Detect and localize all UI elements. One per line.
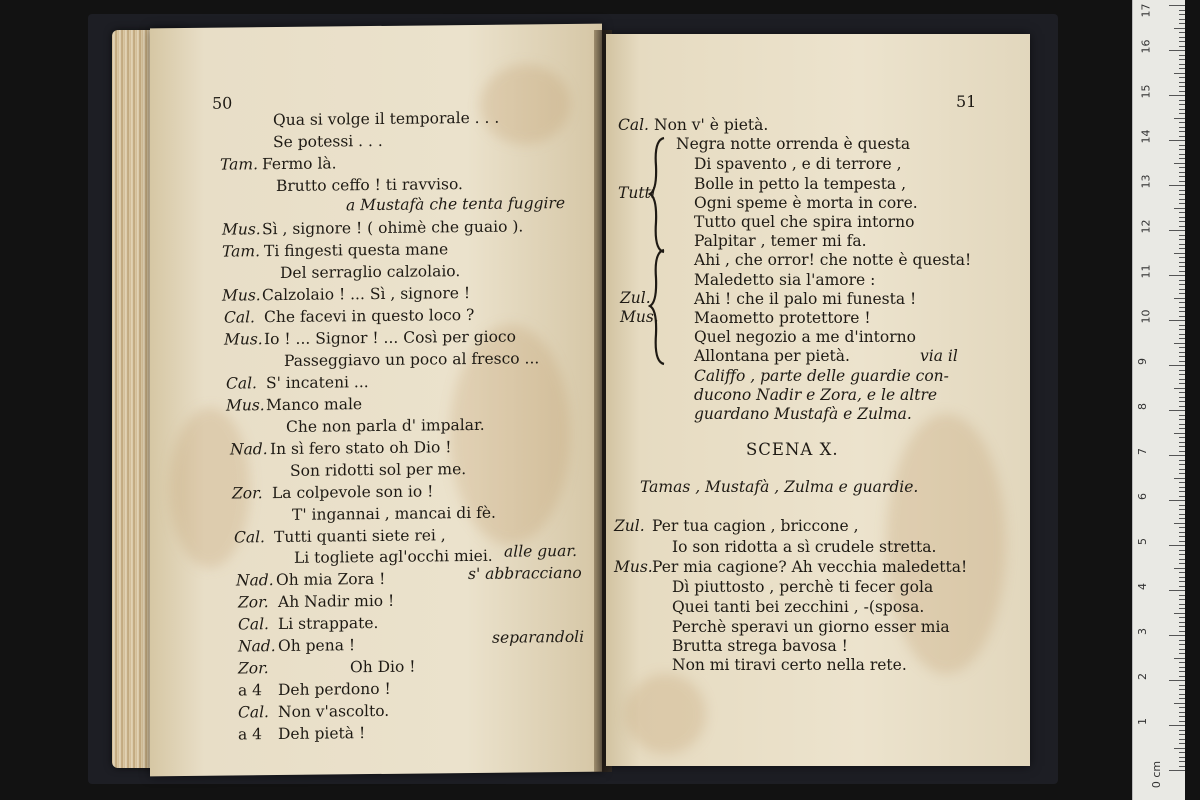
verse-line: La colpevole son io ! — [272, 482, 434, 503]
ruler-tick — [1179, 721, 1185, 722]
ruler-mark: 11 — [1139, 264, 1153, 279]
ruler-tick — [1169, 50, 1185, 51]
ruler-tick — [1169, 545, 1185, 546]
speaker-label: Nad. — [238, 637, 276, 656]
ruler-tick — [1169, 230, 1185, 231]
ruler-tick — [1179, 518, 1185, 519]
ruler-mark: 15 — [1139, 84, 1153, 99]
verse-line: Io son ridotta a sì crudele stretta. — [672, 538, 937, 556]
ruler-tick — [1169, 365, 1185, 366]
ruler-tick — [1179, 631, 1185, 632]
stage-direction: separandoli — [492, 627, 585, 647]
speaker-label: Cal. — [224, 308, 255, 327]
ruler-tick — [1174, 388, 1185, 389]
ruler-tick — [1174, 523, 1185, 524]
verse-line: Dì piuttosto , perchè ti fecer gola — [672, 578, 934, 596]
ruler-tick — [1179, 86, 1185, 87]
ruler-tick — [1174, 298, 1185, 299]
ruler-tick — [1179, 46, 1185, 47]
ruler-tick — [1174, 478, 1185, 479]
ruler-mark: 9 — [1136, 358, 1149, 365]
ruler-tick — [1179, 167, 1185, 168]
verse-line: Son ridotti sol per me. — [290, 460, 467, 480]
stage-direction: a Mustafà che tenta fuggire — [346, 194, 565, 215]
verse-line: Per tua cagion , briccone , — [652, 517, 859, 535]
scene-cast: Tamas , Mustafà , Zulma e guardie. — [640, 478, 919, 496]
speaker-label: Mus. — [224, 330, 263, 349]
ruler-tick — [1179, 284, 1185, 285]
stage-direction: ducono Nadir e Zora, e le altre — [694, 386, 938, 404]
ruler-tick — [1179, 595, 1185, 596]
speaker-label: Cal. — [234, 528, 265, 547]
brace-duo — [648, 248, 668, 366]
verse-line: Ogni speme è morta in core. — [694, 194, 918, 212]
ruler-tick — [1179, 428, 1185, 429]
ruler-tick — [1179, 347, 1185, 348]
ruler-tick — [1179, 752, 1185, 753]
ruler-tick — [1179, 374, 1185, 375]
ruler-tick — [1179, 640, 1185, 641]
ruler-tick — [1179, 662, 1185, 663]
ruler-tick — [1179, 743, 1185, 744]
ruler-mark: 16 — [1139, 39, 1153, 54]
ruler-tick — [1179, 311, 1185, 312]
ruler-tick — [1179, 338, 1185, 339]
ruler-tick — [1179, 437, 1185, 438]
verse-line: Perchè speravi un giorno esser mia — [672, 618, 950, 636]
speaker-label: Mus. — [614, 558, 653, 576]
ruler-tick — [1179, 734, 1185, 735]
ruler-tick — [1179, 68, 1185, 69]
verse-line: Bolle in petto la tempesta , — [694, 175, 907, 193]
verse-line: Tutto quel che spira intorno — [694, 213, 915, 231]
ruler-tick — [1174, 568, 1185, 569]
ruler-tick — [1179, 370, 1185, 371]
ruler-tick — [1179, 491, 1185, 492]
ruler-tick — [1179, 109, 1185, 110]
verse-line: Ah Nadir mio ! — [278, 591, 395, 612]
verse-line: Ahi ! che il palo mi funesta ! — [694, 290, 917, 308]
ruler-tick — [1179, 514, 1185, 515]
ruler-tick — [1179, 266, 1185, 267]
ruler-tick — [1179, 406, 1185, 407]
ruler-tick — [1174, 658, 1185, 659]
ruler-tick — [1179, 599, 1185, 600]
verse-line: Ti fingesti questa mane — [264, 240, 449, 261]
ruler-tick — [1179, 41, 1185, 42]
ruler-tick — [1179, 329, 1185, 330]
ruler-tick — [1179, 194, 1185, 195]
ruler-tick — [1179, 244, 1185, 245]
ruler-tick — [1179, 622, 1185, 623]
speaker-label: Zor. — [238, 659, 269, 678]
speaker-label: Cal. — [238, 703, 269, 722]
ruler-tick — [1179, 154, 1185, 155]
ruler-tick — [1169, 410, 1185, 411]
page-number: 51 — [956, 92, 977, 111]
ruler-tick — [1179, 361, 1185, 362]
ruler-mark: 7 — [1136, 448, 1149, 455]
ruler-tick — [1179, 217, 1185, 218]
ruler-tick — [1179, 766, 1185, 767]
ruler-tick — [1179, 383, 1185, 384]
ruler-tick — [1179, 77, 1185, 78]
ruler-tick — [1179, 181, 1185, 182]
ruler-tick — [1174, 433, 1185, 434]
ruler-tick — [1179, 694, 1185, 695]
ruler-tick — [1169, 455, 1185, 456]
verse-line: Palpitar , temer mi fa. — [694, 232, 867, 250]
ruler-tick — [1179, 496, 1185, 497]
verse-line: Non v' è pietà. — [654, 116, 769, 134]
ruler-tick — [1179, 131, 1185, 132]
ruler-tick — [1179, 145, 1185, 146]
ruler-tick — [1179, 289, 1185, 290]
ruler-tick — [1179, 626, 1185, 627]
ruler-tick — [1174, 28, 1185, 29]
verse-line: Manco male — [266, 395, 363, 415]
speaker-label: Cal. — [618, 116, 649, 134]
ruler-tick — [1179, 19, 1185, 20]
ruler-tick — [1179, 10, 1185, 11]
verse-line: In sì fero stato oh Dio ! — [270, 438, 452, 459]
ruler-tick — [1179, 527, 1185, 528]
ruler-tick — [1174, 73, 1185, 74]
ruler-mark: 17 — [1139, 3, 1153, 18]
ruler-tick — [1179, 401, 1185, 402]
ruler-tick — [1169, 5, 1185, 6]
ruler-tick — [1179, 617, 1185, 618]
speaker-label: Mus. — [222, 220, 261, 239]
ruler-tick — [1179, 649, 1185, 650]
verse-line: Ahi , che orror! che notte è questa! — [694, 251, 972, 269]
ruler-tick — [1179, 122, 1185, 123]
ruler-mark: 8 — [1136, 403, 1149, 410]
verse-line: Oh Dio ! — [350, 657, 416, 677]
ruler-tick — [1179, 689, 1185, 690]
ruler-tick — [1179, 302, 1185, 303]
verse-line: Passeggiavo un poco al fresco ... — [284, 349, 540, 370]
ruler-tick — [1179, 644, 1185, 645]
ruler-tick — [1179, 532, 1185, 533]
verse-line: Calzolaio ! ... Sì , signore ! — [262, 284, 471, 305]
ruler-tick — [1179, 424, 1185, 425]
ruler-tick — [1174, 208, 1185, 209]
speaker-label: Mus. — [222, 286, 261, 305]
ruler-tick — [1179, 482, 1185, 483]
measuring-ruler — [1132, 0, 1185, 800]
ruler-mark: 10 — [1139, 309, 1153, 324]
stage-direction: s' abbracciano — [468, 563, 582, 584]
page-number: 50 — [212, 93, 233, 113]
ruler-tick — [1179, 136, 1185, 137]
ruler-tick — [1169, 185, 1185, 186]
ruler-tick — [1179, 563, 1185, 564]
ruler-tick — [1179, 446, 1185, 447]
speaker-label: Zul. — [614, 517, 645, 535]
ruler-tick — [1179, 712, 1185, 713]
ruler-tick — [1179, 32, 1185, 33]
ruler-tick — [1179, 212, 1185, 213]
speaker-label: a 4 — [238, 725, 263, 744]
ruler-tick — [1179, 172, 1185, 173]
speaker-label: Tam. — [222, 242, 261, 261]
ruler-tick — [1174, 118, 1185, 119]
ruler-tick — [1179, 257, 1185, 258]
stage-direction: via il — [920, 347, 958, 365]
ruler-tick — [1174, 343, 1185, 344]
ruler-tick — [1169, 635, 1185, 636]
ruler-tick — [1174, 163, 1185, 164]
ruler-tick — [1179, 671, 1185, 672]
ruler-tick — [1179, 113, 1185, 114]
ruler-tick — [1179, 577, 1185, 578]
ruler-tick — [1169, 725, 1185, 726]
speaker-label: Zor. — [232, 484, 263, 503]
ruler-tick — [1179, 707, 1185, 708]
ruler-tick — [1179, 37, 1185, 38]
ruler-mark: 14 — [1139, 129, 1153, 144]
ruler-tick — [1169, 275, 1185, 276]
ruler-tick — [1179, 698, 1185, 699]
ruler-tick — [1179, 325, 1185, 326]
verse-line: Di spavento , e di terrore , — [694, 155, 902, 173]
ruler-tick — [1179, 550, 1185, 551]
verse-line: Maometto protettore ! — [694, 309, 871, 327]
ruler-tick — [1179, 176, 1185, 177]
verse-line: Oh mia Zora ! — [276, 569, 386, 590]
ruler-tick — [1179, 559, 1185, 560]
ruler-tick — [1179, 739, 1185, 740]
verse-line: T' ingannai , mancai di fè. — [292, 503, 496, 524]
verse-line: Deh pietà ! — [278, 724, 366, 744]
ruler-tick — [1169, 500, 1185, 501]
ruler-tick — [1179, 487, 1185, 488]
ruler-tick — [1179, 14, 1185, 15]
ruler-tick — [1179, 397, 1185, 398]
verse-line: Brutto ceffo ! ti ravviso. — [276, 175, 463, 196]
ruler-tick — [1179, 757, 1185, 758]
ruler-tick — [1179, 653, 1185, 654]
verse-line: Tutti quanti siete rei , — [274, 526, 446, 547]
ruler-tick — [1179, 392, 1185, 393]
speaker-label: Nad. — [236, 571, 274, 590]
verse-line: Che facevi in questo loco ? — [264, 305, 475, 327]
stage-direction: Califfo , parte delle guardie con- — [694, 367, 949, 385]
ruler-tick — [1179, 572, 1185, 573]
ruler-tick — [1179, 226, 1185, 227]
verse-line: Che non parla d' impalar. — [286, 415, 485, 436]
verse-line: Brutta strega bavosa ! — [672, 637, 848, 655]
verse-line: Li togliete agl'occhi miei. — [294, 546, 493, 567]
verse-line: Del serraglio calzolaio. — [280, 262, 461, 283]
ruler-tick — [1179, 554, 1185, 555]
verse-line: Negra notte orrenda è questa — [676, 135, 911, 153]
ruler-tick — [1174, 613, 1185, 614]
ruler-tick — [1179, 460, 1185, 461]
ruler-tick — [1169, 320, 1185, 321]
ruler-tick — [1179, 248, 1185, 249]
speaker-label-tutti: Tutti — [618, 184, 656, 202]
ruler-tick — [1179, 473, 1185, 474]
ruler-tick — [1169, 680, 1185, 681]
speaker-label: Mus. — [620, 308, 659, 326]
ruler-tick — [1179, 505, 1185, 506]
ruler-tick — [1179, 415, 1185, 416]
ruler-tick — [1179, 608, 1185, 609]
right-page — [606, 34, 1030, 766]
ruler-tick — [1179, 419, 1185, 420]
verse-line: Deh perdono ! — [278, 679, 391, 700]
ruler-tick — [1179, 307, 1185, 308]
ruler-tick — [1179, 451, 1185, 452]
stage-direction: guardano Mustafà e Zulma. — [694, 405, 912, 423]
ruler-mark: 4 — [1136, 583, 1149, 590]
stain — [626, 674, 706, 754]
ruler-tick — [1179, 55, 1185, 56]
speaker-label: Cal. — [226, 374, 257, 393]
ruler-tick — [1179, 586, 1185, 587]
ruler-tick — [1174, 748, 1185, 749]
ruler-tick — [1179, 716, 1185, 717]
ruler-tick — [1174, 253, 1185, 254]
ruler-tick — [1169, 770, 1185, 771]
ruler-mark: 5 — [1136, 538, 1149, 545]
verse-line: Oh pena ! — [278, 636, 356, 656]
ruler-tick — [1179, 280, 1185, 281]
speaker-label: Zul. — [620, 289, 651, 307]
ruler-tick — [1179, 262, 1185, 263]
ruler-tick — [1179, 235, 1185, 236]
ruler-tick — [1179, 91, 1185, 92]
ruler-mark: 6 — [1136, 493, 1149, 500]
ruler-tick — [1179, 149, 1185, 150]
ruler-tick — [1179, 604, 1185, 605]
ruler-tick — [1179, 581, 1185, 582]
speaker-label: Nad. — [230, 440, 268, 459]
ruler-mark: 3 — [1136, 628, 1149, 635]
ruler-tick — [1179, 271, 1185, 272]
left-page — [150, 24, 602, 777]
ruler-mark: 12 — [1139, 219, 1153, 234]
ruler-tick — [1169, 590, 1185, 591]
scene-title: SCENA X. — [746, 440, 839, 459]
ruler-tick — [1169, 95, 1185, 96]
ruler-tick — [1179, 316, 1185, 317]
ruler-mark: 1 — [1136, 718, 1149, 725]
verse-line: Fermo là. — [262, 154, 337, 174]
ruler-tick — [1179, 509, 1185, 510]
ruler-tick — [1179, 464, 1185, 465]
ruler-tick — [1179, 685, 1185, 686]
ruler-tick — [1179, 334, 1185, 335]
speaker-label: Zor. — [238, 593, 269, 612]
ruler-tick — [1179, 536, 1185, 537]
ruler-unit-label: 0 cm — [1150, 760, 1164, 789]
verse-line: Io ! ... Signor ! ... Così per gioco — [264, 327, 516, 349]
ruler-mark: 2 — [1136, 673, 1149, 680]
speaker-label: Cal. — [238, 615, 269, 634]
ruler-tick — [1179, 82, 1185, 83]
verse-line: Se potessi . . . — [273, 131, 383, 152]
verse-line: S' incateni ... — [266, 373, 369, 393]
ruler-tick — [1179, 356, 1185, 357]
verse-line: Non mi tiravi certo nella rete. — [672, 656, 907, 674]
ruler-tick — [1179, 667, 1185, 668]
ruler-tick — [1179, 158, 1185, 159]
ruler-tick — [1169, 140, 1185, 141]
ruler-tick — [1179, 541, 1185, 542]
ruler-tick — [1179, 676, 1185, 677]
verse-line: Qua si volge il temporale . . . — [273, 108, 500, 130]
stain — [480, 64, 570, 145]
ruler-tick — [1179, 379, 1185, 380]
ruler-tick — [1179, 23, 1185, 24]
verse-line: Allontana per pietà. — [694, 347, 850, 365]
ruler-tick — [1179, 352, 1185, 353]
verse-line: Non v'ascolto. — [278, 701, 390, 722]
verse-line: Li strappate. — [278, 613, 379, 634]
ruler-tick — [1179, 100, 1185, 101]
ruler-tick — [1179, 761, 1185, 762]
ruler-tick — [1179, 127, 1185, 128]
ruler-tick — [1179, 221, 1185, 222]
ruler-tick — [1179, 203, 1185, 204]
verse-line: Quel negozio a me d'intorno — [694, 328, 916, 346]
ruler-tick — [1179, 190, 1185, 191]
stage-direction: alle guar. — [504, 541, 578, 561]
ruler-tick — [1179, 293, 1185, 294]
ruler-mark: 13 — [1139, 174, 1153, 189]
speaker-label: Mus. — [226, 396, 265, 415]
ruler-tick — [1179, 199, 1185, 200]
speaker-label: Tam. — [220, 155, 259, 174]
verse-line: Quei tanti bei zecchini , -(sposa. — [672, 598, 925, 616]
ruler-tick — [1179, 104, 1185, 105]
ruler-tick — [1179, 59, 1185, 60]
ruler-tick — [1179, 730, 1185, 731]
ruler-tick — [1179, 239, 1185, 240]
ruler-tick — [1179, 64, 1185, 65]
ruler-tick — [1179, 469, 1185, 470]
verse-line: Maledetto sia l'amore : — [694, 271, 876, 289]
ruler-tick — [1174, 703, 1185, 704]
ruler-tick — [1179, 442, 1185, 443]
speaker-label: a 4 — [238, 681, 263, 700]
verse-line: Per mia cagione? Ah vecchia maledetta! — [652, 558, 968, 576]
verse-line: Sì , signore ! ( ohimè che guaio ). — [262, 217, 524, 239]
